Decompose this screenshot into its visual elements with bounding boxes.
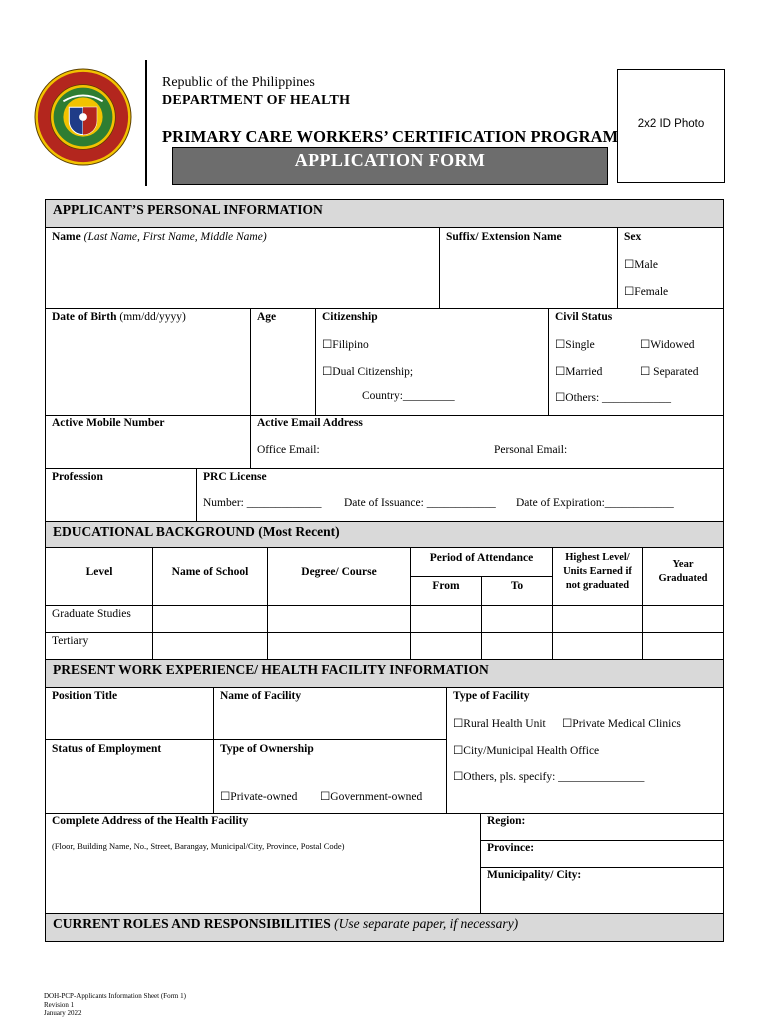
republic-text: Republic of the Philippines	[162, 75, 315, 90]
edu-to-header: To	[510, 580, 524, 592]
form-title: APPLICATION FORM	[294, 150, 486, 170]
age-label: Age	[257, 311, 277, 323]
type-others-checkbox[interactable]: ☐Others, pls. specify: _______________	[453, 771, 645, 783]
edu-level-header: Level	[85, 566, 113, 578]
roles-section-header: CURRENT ROLES AND RESPONSIBILITIES (Use separate paper, if necessary)	[45, 913, 724, 942]
citizenship-country-field[interactable]: Country:_________	[362, 390, 455, 402]
age-field[interactable]	[250, 308, 316, 416]
employment-status-label: Status of Employment	[52, 743, 162, 755]
civil-separated-checkbox[interactable]: ☐ Separated	[640, 366, 699, 378]
dob-field[interactable]	[45, 308, 251, 416]
profession-label: Profession	[52, 471, 103, 483]
suffix-label: Suffix/ Extension Name	[446, 231, 562, 243]
sex-male-checkbox[interactable]: ☐Male	[624, 259, 658, 271]
id-photo-label: 2x2 ID Photo	[637, 118, 705, 130]
edu-graduate-to-cell[interactable]	[481, 605, 553, 633]
edu-graduate-school-cell[interactable]	[152, 605, 268, 633]
type-private-clinic-checkbox[interactable]: ☐Private Medical Clinics	[562, 718, 681, 730]
type-rural-checkbox[interactable]: ☐Rural Health Unit	[453, 718, 546, 730]
edu-tertiary-school-cell[interactable]	[152, 632, 268, 660]
citizenship-dual-checkbox[interactable]: ☐Dual Citizenship;	[322, 366, 414, 378]
facility-address-field[interactable]	[45, 813, 481, 914]
civil-others-checkbox[interactable]: ☐Others: ____________	[555, 392, 672, 404]
civil-married-checkbox[interactable]: ☐Married	[555, 366, 603, 378]
edu-degree-header: Degree/ Course	[301, 566, 377, 578]
ownership-type-label: Type of Ownership	[220, 743, 314, 755]
edu-from-header: From	[432, 580, 460, 592]
office-email-label: Office Email:	[257, 444, 320, 456]
facility-address-hint: (Floor, Building Name, No., Street, Barangay, Municipal/City, Province, Postal Code)	[52, 841, 345, 851]
mobile-label: Active Mobile Number	[52, 417, 165, 429]
edu-graduate-year-cell[interactable]	[642, 605, 724, 633]
header-divider	[145, 60, 147, 186]
edu-tertiary-year-cell[interactable]	[642, 632, 724, 660]
civil-status-label: Civil Status	[555, 311, 613, 323]
personal-info-section-header: APPLICANT’S PERSONAL INFORMATION	[45, 199, 724, 228]
program-title: PRIMARY CARE WORKERS’ CERTIFICATION PROGRAM	[162, 127, 619, 146]
edu-graduate-from-cell[interactable]	[410, 605, 482, 633]
doh-seal-logo	[34, 68, 132, 166]
own-private-checkbox[interactable]: ☐Private-owned	[220, 791, 298, 803]
education-section-header: EDUCATIONAL BACKGROUND (Most Recent)	[45, 521, 724, 548]
civil-widowed-checkbox[interactable]: ☐Widowed	[640, 339, 695, 351]
region-label: Region:	[487, 815, 526, 827]
edu-graduate-highest-cell[interactable]	[552, 605, 643, 633]
edu-period-header: Period of Attendance	[429, 552, 534, 564]
prc-expiration-field[interactable]: Date of Expiration:____________	[516, 497, 674, 509]
edu-tertiary-label: Tertiary	[52, 635, 89, 647]
type-city-checkbox[interactable]: ☐City/Municipal Health Office	[453, 745, 600, 757]
sex-label: Sex	[624, 231, 642, 243]
edu-tertiary-to-cell[interactable]	[481, 632, 553, 660]
facility-type-label: Type of Facility	[453, 690, 530, 702]
prc-number-field[interactable]: Number: _____________	[203, 497, 322, 509]
sex-female-checkbox[interactable]: ☐Female	[624, 286, 669, 298]
citizenship-label: Citizenship	[322, 311, 378, 323]
edu-school-header: Name of School	[171, 566, 249, 578]
edu-year-header: Year Graduated	[658, 559, 708, 584]
email-label: Active Email Address	[257, 417, 363, 429]
edu-tertiary-degree-cell[interactable]	[267, 632, 411, 660]
edu-tertiary-from-cell[interactable]	[410, 632, 482, 660]
personal-email-label: Personal Email:	[494, 444, 568, 456]
civil-single-checkbox[interactable]: ☐Single	[555, 339, 595, 351]
department-title: DEPARTMENT OF HEALTH	[162, 93, 351, 108]
prc-license-field	[196, 468, 724, 522]
footer-form-code: DOH-PCP-Applicants Information Sheet (Form 1) Revision 1 January 2022	[44, 992, 186, 1017]
name-label: Name (Last Name, First Name, Middle Name)	[52, 231, 267, 243]
municipality-label: Municipality/ City:	[487, 869, 582, 881]
position-title-label: Position Title	[52, 690, 118, 702]
own-government-checkbox[interactable]: ☐Government-owned	[320, 791, 423, 803]
prc-issuance-field[interactable]: Date of Issuance: ____________	[344, 497, 496, 509]
work-section-header: PRESENT WORK EXPERIENCE/ HEALTH FACILITY INFORMATION	[45, 659, 724, 688]
citizenship-filipino-checkbox[interactable]: ☐Filipino	[322, 339, 369, 351]
edu-tertiary-highest-cell[interactable]	[552, 632, 643, 660]
prc-license-label: PRC License	[203, 471, 267, 483]
edu-highest-header: Highest Level/ Units Earned if not graduated	[563, 552, 632, 591]
edu-graduate-degree-cell[interactable]	[267, 605, 411, 633]
dob-label: Date of Birth (mm/dd/yyyy)	[52, 311, 186, 323]
province-label: Province:	[487, 842, 535, 854]
facility-address-label: Complete Address of the Health Facility	[52, 815, 249, 827]
edu-graduate-label: Graduate Studies	[52, 608, 131, 620]
facility-name-label: Name of Facility	[220, 690, 302, 702]
